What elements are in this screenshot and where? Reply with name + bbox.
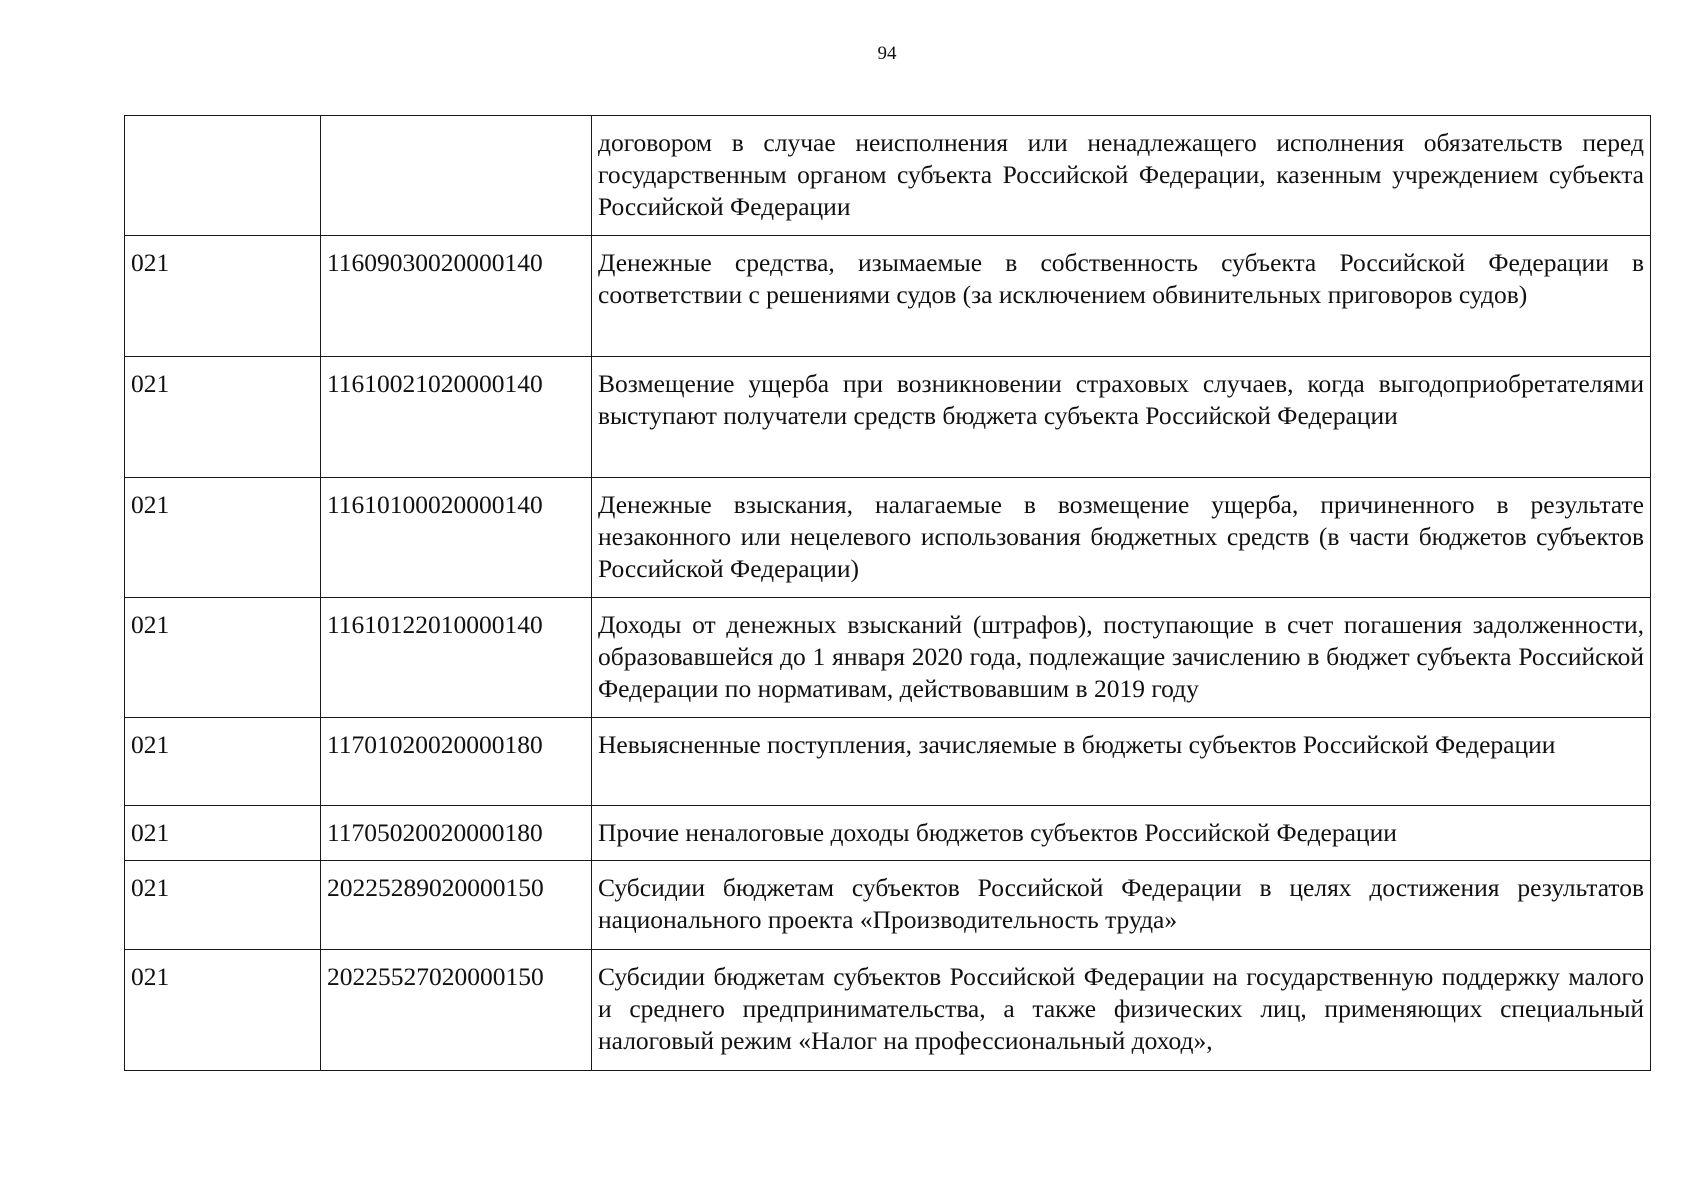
description-cell: Субсидии бюджетам субъектов Российской Федерации на государственную поддержку малого и среднего предпринимательства, а также физических лиц, применяющих специальный налоговый режим «Налог на профессиональный доход», [592, 950, 1651, 1071]
admin-code-cell: 021 [125, 598, 321, 718]
budget-income-table [124, 115, 1651, 1071]
income-code-cell: 11609030020000140 [321, 236, 592, 357]
description-cell: Прочие неналоговые доходы бюджетов субъектов Российской Федерации [592, 806, 1651, 861]
table-row [125, 478, 1651, 598]
description-cell: Возмещение ущерба при возникновении страховых случаев, когда выгодоприобретателями выступают получатели средств бюджета субъекта Российской Федерации [592, 357, 1651, 478]
admin-code-cell: 021 [125, 950, 321, 1071]
admin-code-cell: 021 [125, 806, 321, 861]
table-row [125, 116, 1651, 236]
table-row [125, 806, 1651, 861]
admin-code-cell: 021 [125, 357, 321, 478]
income-code-cell: 11705020020000180 [321, 806, 592, 861]
table-row [125, 950, 1651, 1071]
income-code-cell: 11610021020000140 [321, 357, 592, 478]
table-row [125, 598, 1651, 718]
income-code-cell: 11610122010000140 [321, 598, 592, 718]
income-code-cell: 20225527020000150 [321, 950, 592, 1071]
admin-code-cell: 021 [125, 861, 321, 950]
table-row [125, 357, 1651, 478]
description-cell: Денежные взыскания, налагаемые в возмещение ущерба, причиненного в результате незаконного или нецелевого использования бюджетных средств (в части бюджетов субъектов Российской Федерации) [592, 478, 1651, 598]
admin-code-cell: 021 [125, 478, 321, 598]
income-code-cell [321, 116, 592, 236]
table-row [125, 861, 1651, 950]
admin-code-cell [125, 116, 321, 236]
table-row [125, 236, 1651, 357]
income-code-cell: 11610100020000140 [321, 478, 592, 598]
description-cell: договором в случае неисполнения или ненадлежащего исполнения обязательств перед государственным органом субъекта Российской Федерации, казенным учреждением субъекта Российской Федерации [592, 116, 1651, 236]
page-number: 94 [877, 43, 897, 64]
description-cell: Невыясненные поступления, зачисляемые в бюджеты субъектов Российской Федерации [592, 718, 1651, 806]
table-row [125, 718, 1651, 806]
description-cell: Денежные средства, изымаемые в собственность субъекта Российской Федерации в соответствии с решениями судов (за исключением обвинительных приговоров судов) [592, 236, 1651, 357]
admin-code-cell: 021 [125, 236, 321, 357]
income-code-cell: 11701020020000180 [321, 718, 592, 806]
income-code-cell: 20225289020000150 [321, 861, 592, 950]
description-cell: Доходы от денежных взысканий (штрафов), поступающие в счет погашения задолженности, образовавшейся до 1 января 2020 года, подлежащие зачислению в бюджет субъекта Российской Федерации по нормативам, действовавшим в 2019 году [592, 598, 1651, 718]
admin-code-cell: 021 [125, 718, 321, 806]
description-cell: Субсидии бюджетам субъектов Российской Федерации в целях достижения результатов национального проекта «Производительность труда» [592, 861, 1651, 950]
